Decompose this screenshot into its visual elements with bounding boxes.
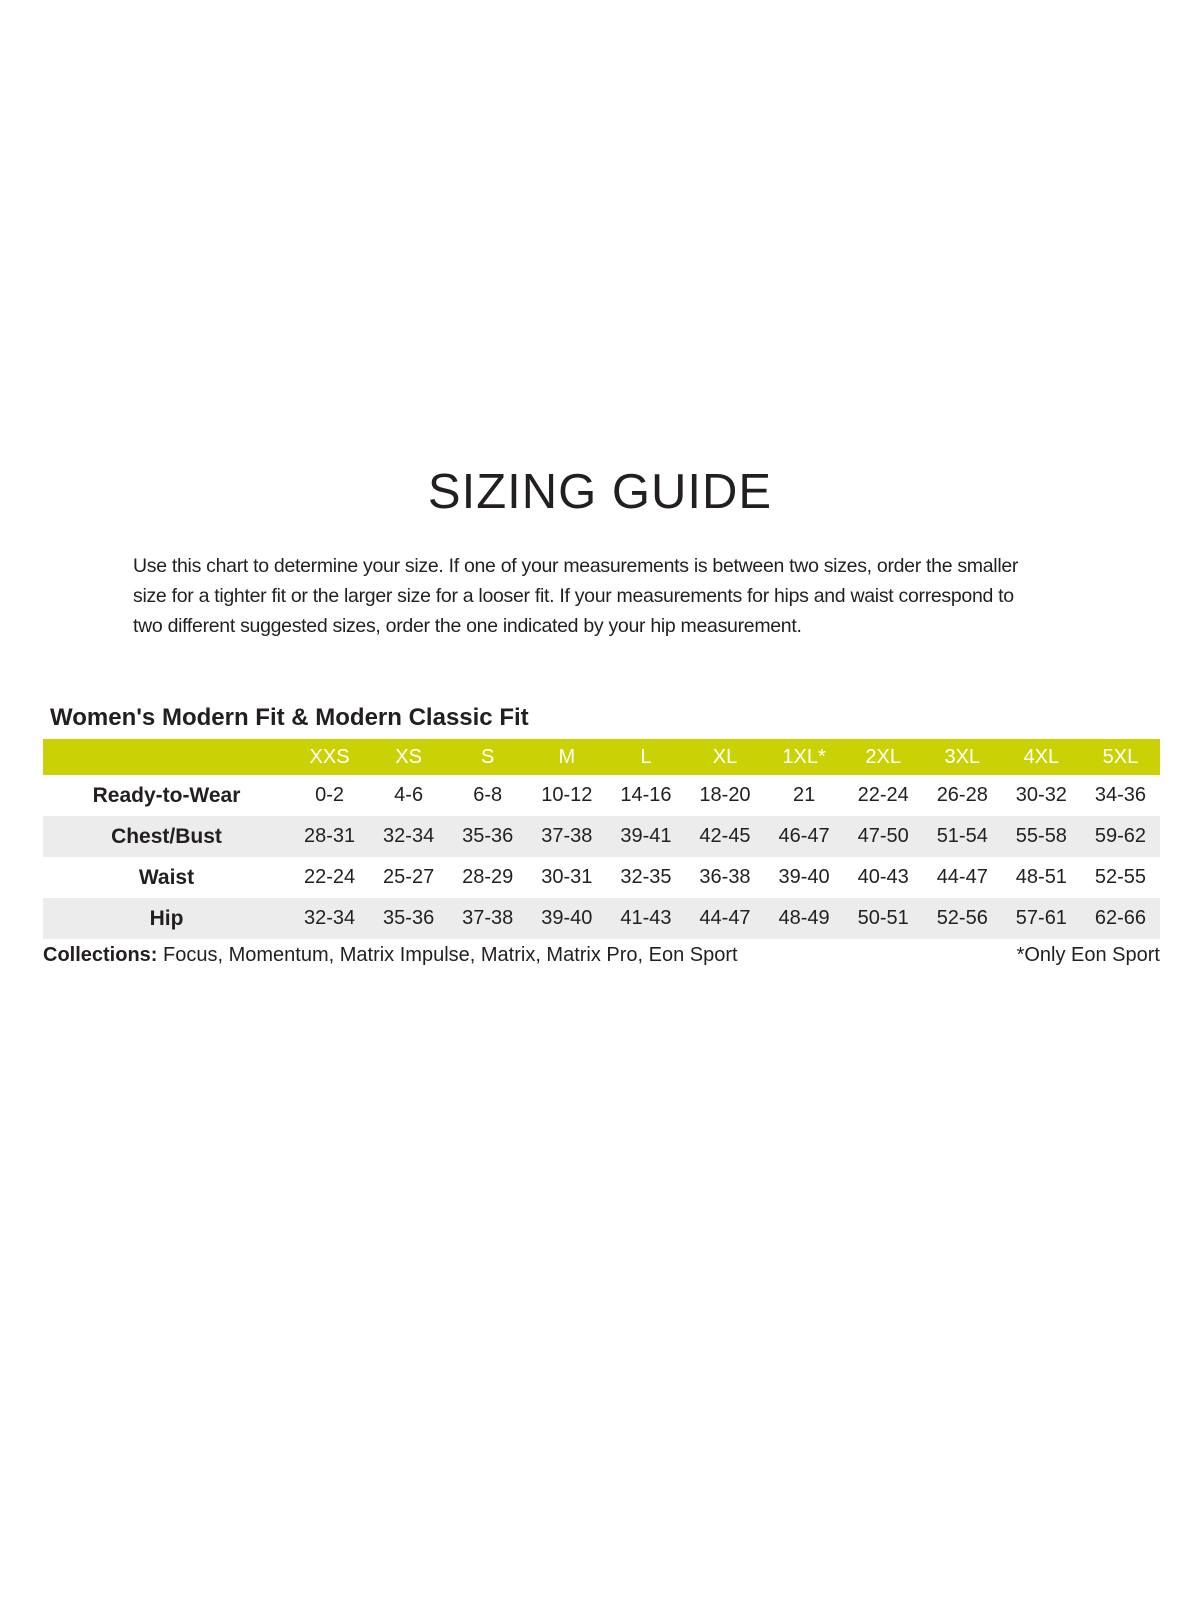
intro-line: size for a tighter fit or the larger size for a looser fit. If your measurements for hips and waist correspond to [133, 585, 1014, 607]
size-cell: 59-62 [1081, 816, 1160, 857]
size-column-header: 3XL [923, 739, 1002, 775]
size-chart-table [43, 739, 1160, 939]
size-cell: 55-58 [1002, 816, 1081, 857]
size-cell: 42-45 [685, 816, 764, 857]
collections-text [43, 944, 738, 967]
size-column-header: M [527, 739, 606, 775]
footnote: *Only Eon Sport [1016, 944, 1160, 966]
intro-line: Use this chart to determine your size. If one of your measurements is between two sizes, order the smaller [133, 555, 1019, 577]
row-label: Ready-to-Wear [92, 783, 241, 807]
size-cell: 50-51 [844, 898, 923, 939]
size-cell: 52-56 [923, 898, 1002, 939]
size-cell: 46-47 [765, 816, 844, 857]
size-cell: 39-41 [606, 816, 685, 857]
size-cell: 51-54 [923, 816, 1002, 857]
size-column-header: L [606, 739, 685, 775]
section-heading: Women's Modern Fit & Modern Classic Fit [50, 704, 529, 731]
size-cell: 26-28 [936, 784, 988, 806]
size-cell: 4-6 [394, 784, 424, 806]
size-cell: 39-40 [778, 866, 830, 888]
size-cell: 30-31 [541, 866, 593, 888]
size-cell: 48-51 [1015, 866, 1067, 888]
size-cell: 28-29 [462, 866, 514, 888]
size-cell: 35-36 [448, 816, 527, 857]
size-cell: 37-38 [527, 816, 606, 857]
row-label: Chest/Bust [43, 816, 290, 857]
size-cell: 14-16 [620, 784, 672, 806]
size-column-header: 5XL [1081, 739, 1160, 775]
size-cell: 25-27 [383, 866, 435, 888]
size-column-header: S [448, 739, 527, 775]
size-column-header: 2XL [844, 739, 923, 775]
intro-line: two different suggested sizes, order the one indicated by your hip measurement. [133, 615, 802, 637]
size-column-header: XL [685, 739, 764, 775]
size-cell: 6-8 [473, 784, 503, 806]
page-title: SIZING GUIDE [427, 465, 773, 519]
size-column-header: XS [369, 739, 448, 775]
size-cell: 32-34 [369, 816, 448, 857]
size-cell: 44-47 [685, 898, 764, 939]
size-cell: 37-38 [448, 898, 527, 939]
size-cell: 41-43 [606, 898, 685, 939]
size-cell: 39-40 [527, 898, 606, 939]
size-cell: 32-35 [620, 866, 672, 888]
size-cell: 48-49 [765, 898, 844, 939]
size-cell: 62-66 [1081, 898, 1160, 939]
size-cell: 35-36 [369, 898, 448, 939]
collections-list: Focus, Momentum, Matrix Impulse, Matrix, Matrix Pro, Eon Sport [157, 944, 738, 966]
size-cell: 32-34 [290, 898, 369, 939]
size-cell: 40-43 [857, 866, 909, 888]
size-cell: 18-20 [699, 784, 751, 806]
size-cell: 10-12 [541, 784, 593, 806]
size-column-header: XXS [290, 739, 369, 775]
size-column-header: 4XL [1002, 739, 1081, 775]
size-cell: 57-61 [1002, 898, 1081, 939]
size-cell: 52-55 [1094, 866, 1147, 888]
size-cell: 28-31 [290, 816, 369, 857]
collections-footer [43, 944, 1160, 967]
size-cell: 21 [792, 784, 816, 806]
size-cell: 44-47 [936, 866, 988, 888]
size-column-header: 1XL* [765, 739, 844, 775]
row-label: Waist [138, 865, 195, 889]
size-cell: 34-36 [1094, 784, 1147, 806]
size-cell: 22-24 [303, 866, 356, 888]
size-cell: 0-2 [315, 784, 344, 806]
size-cell: 22-24 [857, 784, 909, 806]
size-cell: 36-38 [699, 866, 751, 888]
size-cell: 30-32 [1015, 784, 1067, 806]
size-cell: 47-50 [844, 816, 923, 857]
collections-label: Collections: [43, 944, 158, 966]
row-label: Hip [43, 898, 290, 939]
intro-paragraph [133, 551, 1018, 641]
corner-cell [43, 739, 290, 775]
